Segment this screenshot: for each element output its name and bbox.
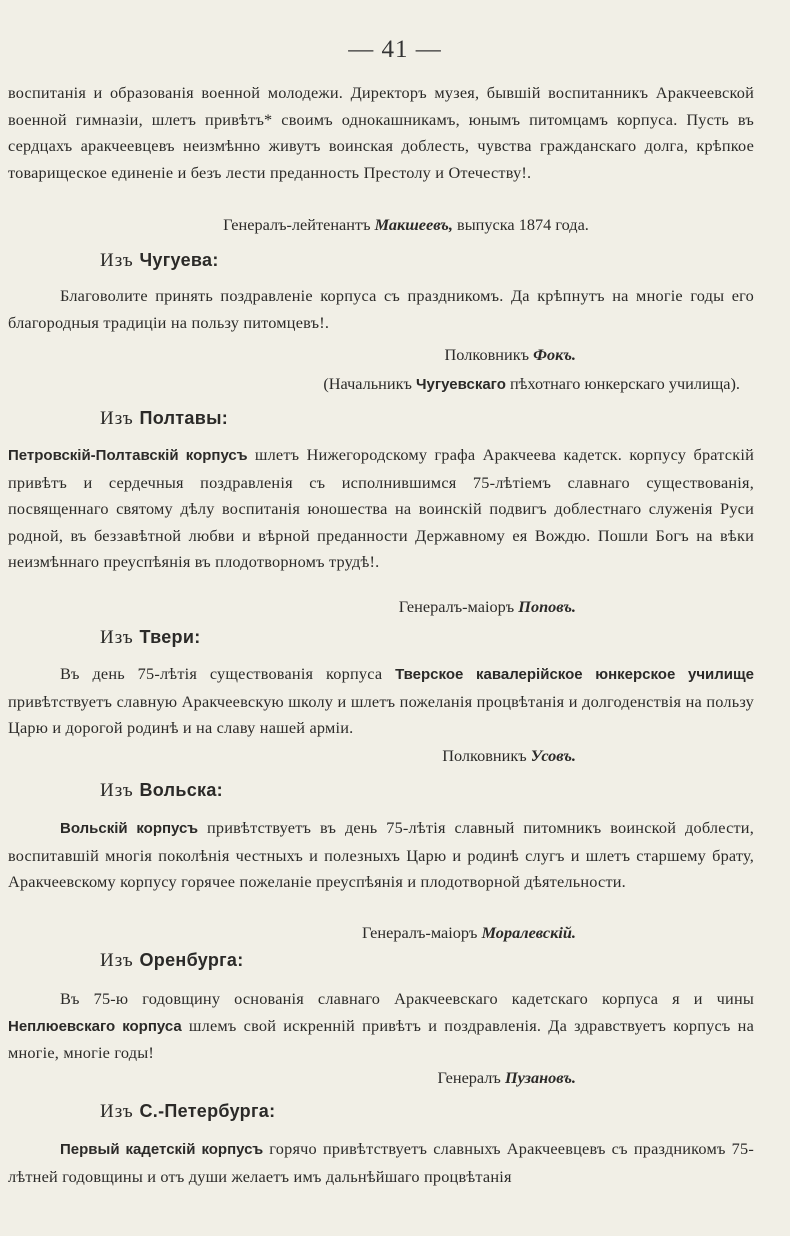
section-tver (8, 622, 754, 653)
corps-name: Первый кадетскій корпусъ (60, 1141, 264, 1158)
section-heading: Изъ С.-Петербурга: (100, 1101, 276, 1122)
section-heading: Изъ Чугуева: (100, 250, 219, 271)
place-name: Полтавы: (139, 408, 229, 428)
section-heading: Изъ Вольска: (100, 780, 223, 801)
signature: Полковникъ Усовъ. (442, 746, 576, 765)
section-orenburg (8, 945, 754, 976)
section-paragraph: Благоволите принять поздравленіе корпуса съ праздникомъ. Да крѣпнутъ на многіе годы его благородныя традиціи на пользу питомцевъ!. (8, 286, 754, 332)
section-paragraph: Первый кадетскій корпусъ горячо привѣтствуетъ славныхъ Аракчеевцевъ съ праздникомъ 75-лѣтней годовщины и отъ души желаетъ имъ дальнѣйшаго процвѣтанія (8, 1139, 754, 1186)
section-heading: Изъ Полтавы: (100, 408, 229, 429)
section-heading: Изъ Твери: (100, 627, 201, 648)
intro-paragraph: воспитанія и образованія военной молодежи. Директоръ музея, бывшій воспитанникъ Аракчеевской военной гимназіи, шлетъ привѣтъ* своимъ однокашникамъ, юнымъ питомцамъ корпуса. Пусть въ сердцахъ аракчеевцевъ неизмѣнно живутъ воинская доблесть, чувства гражданскаго долга, крѣпкое товарищеское единеніе и безъ лести преданность Престолу и Отечеству!. (8, 83, 754, 182)
signature: Генералъ-маіоръ Поповъ. (398, 597, 576, 616)
section-volsk (8, 775, 754, 806)
signature-subtitle: (Начальникъ Чугуевскаго пѣхотнаго юнкерскаго училища). (323, 374, 740, 393)
signature: Генералъ-маіоръ Моралевскій. (362, 923, 576, 942)
place-name: Оренбурга: (139, 950, 244, 970)
intro-signature (8, 212, 754, 238)
place-name: С.-Петербурга: (139, 1101, 276, 1121)
page-number: — 41 — (348, 36, 442, 63)
section-heading: Изъ Оренбурга: (100, 950, 244, 971)
section-paragraph: Петровскій-Полтавскій корпусъ шлетъ Нижегородскому графа Аракчеева кадетск. корпусу братскій привѣтъ и сердечныя поздравленія съ исполнившимся 75-лѣтіемъ славнаго существованія, посвященнаго святому дѣлу воспитанія юношества на воинскій подвигъ доблестнаго служенія Руси родной, въ беззавѣтной любви и вѣрной преданности Державному ея Вождю. Пошли Богъ на вѣки неизмѣннаго преуспѣянія въ плодотворномъ трудѣ!. (8, 445, 754, 571)
place-name: Твери: (139, 627, 201, 647)
signature: Полковникъ Фокъ. (444, 345, 576, 364)
section-st-petersburg (8, 1096, 754, 1127)
section-chuguev (8, 245, 754, 276)
section-paragraph: Вольскій корпусъ привѣтствуетъ въ день 75-лѣтія славный питомникъ воинской доблести, воспитавшій многія поколѣнія честныхъ и полезныхъ Царю и родинѣ слугъ и шлетъ старшему брату, Аракчеевскому корпусу горячее пожеланіе преуспѣянія и плодотворной дѣятельности. (8, 818, 754, 891)
intro-block (8, 80, 754, 186)
signature-rank: Генералъ-лейтенантъ (223, 215, 371, 234)
place-name: Чугуева: (139, 250, 219, 270)
corps-name: Неплюевскаго корпуса (8, 1017, 182, 1035)
corps-name: Вольскій корпусъ (60, 820, 199, 837)
signature-name: Макшеевъ, (374, 215, 453, 234)
place-name: Вольска: (139, 780, 223, 800)
section-paragraph: Въ 75-ю годовщину основанія славнаго Аракчеевскаго кадетскаго корпуса я и чины Неплюевскаго корпуса шлемъ свой искренній привѣтъ и поздравленія. Да здравствуетъ корпусъ на многіе, многіе годы! (8, 989, 754, 1062)
school-name: Тверское кавалерійское юнкерское училище (395, 666, 754, 683)
section-poltava (8, 403, 754, 434)
signature-tail: выпуска 1874 года. (457, 215, 589, 234)
section-paragraph: Въ день 75-лѣтія существованія корпуса Тверское кавалерійское юнкерское училище привѣтствуетъ славную Аракчеевскую школу и шлетъ пожеланія процвѣтанія и долгоденствія на пользу Царю и дорогой родинѣ и на славу нашей арміи. (8, 664, 754, 737)
signature: Генералъ Пузановъ. (437, 1068, 576, 1087)
corps-name: Петровскій-Полтавскій корпусъ (8, 447, 248, 464)
